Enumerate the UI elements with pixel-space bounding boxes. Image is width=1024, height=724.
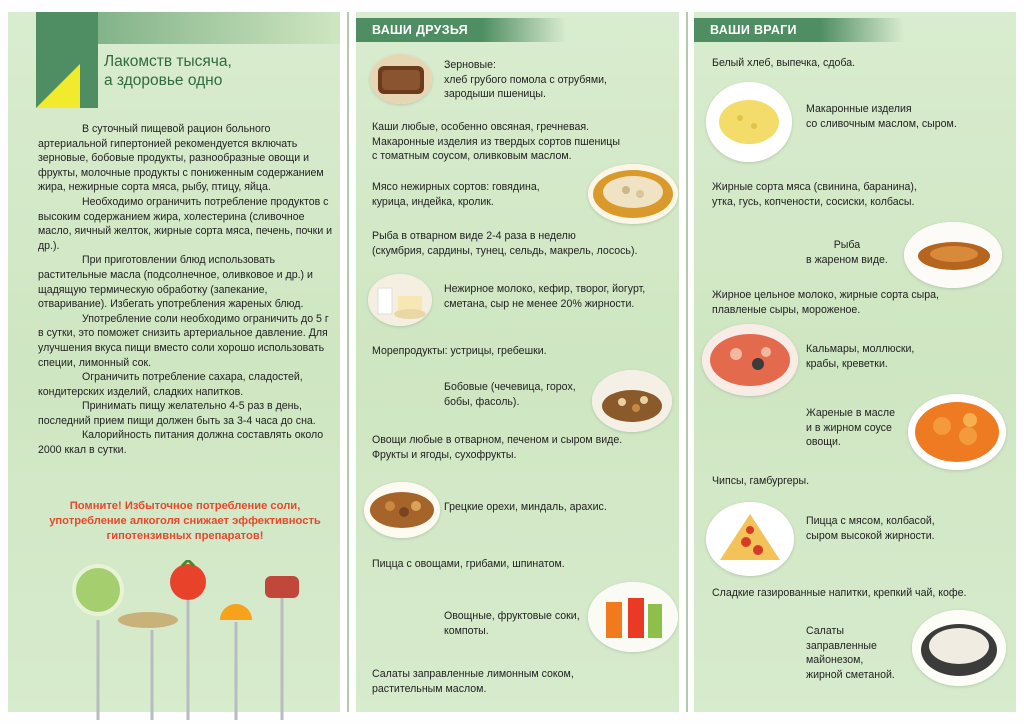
enemies-item-seafood: Кальмары, моллюски, крабы, креветки. — [806, 343, 915, 370]
juice-image — [588, 582, 678, 652]
pasta-image — [706, 82, 792, 162]
paragraph: При приготовлении блюд использовать растительные масла (подсолнечное, оливковое и др.) и щадящую термическую обработку (запекание, отваривание). Избегать употребления жареных блюд. — [38, 254, 313, 311]
paragraph: Употребление соли необходимо ограничить до 5 г в сутки, это поможет снизить артериальное давление. Для улучшения вкуса пищи вместо соли хорошо использовать специи, лимонный сок. — [38, 312, 329, 369]
paragraph: Калорийность питания должна составлять около 2000 ккал в сутки. — [38, 429, 324, 457]
enemies-item-pasta: Макаронные изделия со сливочным маслом, сыром. — [806, 103, 957, 130]
fried-fish-image — [904, 222, 1002, 288]
fried-vegetables-image — [908, 394, 1006, 470]
intro-panel — [8, 12, 340, 712]
enemies-panel — [694, 12, 1016, 712]
yellow-triangle-decoration — [36, 64, 80, 108]
friends-item-lean-meat: Мясо нежирных сортов: говядина, курица, индейка, кролик. — [372, 181, 540, 208]
enemies-item-fried-vegetables: Жареные в масле и в жирном соусе овощи. — [806, 407, 895, 449]
paragraph: В суточный пищевой рацион больного артериальной гипертонией рекомендуется включать зерновые, бобовые продукты, разнообразные овощи и фрукты, молочные продукты с пониженным содержанием жира, нежирные сорта мяса, рыбу, птицу, яйца. — [38, 123, 324, 194]
seafood-image — [702, 324, 798, 396]
friends-item-grains: Зерновые: хлеб грубого помола с отрубями, зародыши пшеницы. — [444, 59, 607, 101]
fold-line — [347, 12, 349, 712]
enemies-item-chips: Чипсы, гамбургеры. — [712, 475, 810, 487]
title-line-1: Лакомств тысяча, — [104, 53, 232, 70]
nuts-image — [364, 482, 440, 538]
friends-item-porridge: Каши любые, особенно овсяная, гречневая. Макаронные изделия из твердых сортов пшеницы с томатным соусом, оливковым маслом. — [372, 121, 620, 163]
friends-item-dairy: Нежирное молоко, кефир, творог, йогурт, сметана, сыр не менее 20% жирности. — [444, 283, 646, 310]
enemies-item-pizza: Пицца с мясом, колбасой, сыром высокой жирности. — [806, 515, 935, 542]
milk-image — [368, 274, 432, 326]
enemies-item-fried-fish: Рыба в жареном виде. — [806, 239, 888, 266]
friends-item-nuts: Грецкие орехи, миндаль, арахис. — [444, 501, 607, 513]
friends-item-fish: Рыба в отварном виде 2-4 раза в неделю (скумбрия, сардины, тунец, сельдь, макрель, лосось). — [372, 230, 638, 257]
intro-text — [38, 122, 334, 458]
pizza-image — [706, 502, 794, 576]
fold-line — [686, 12, 688, 712]
page-title — [104, 52, 314, 90]
friends-panel — [356, 12, 679, 712]
enemies-item-soda: Сладкие газированные напитки, крепкий чай, кофе. — [712, 587, 967, 599]
enemies-header: ВАШИ ВРАГИ — [694, 18, 904, 42]
friends-item-vegetables: Овощи любые в отварном, печеном и сыром виде. Фрукты и ягоды, сухофрукты. — [372, 434, 623, 461]
enemies-item-mayo-salads: Салаты заправленные майонезом, жирной сметаной. — [806, 625, 895, 681]
warning-note: Помните! Избыточное потребление соли, употребление алкоголя снижает эффективность гипотензивных препаратов! — [49, 500, 321, 542]
beans-image — [592, 370, 672, 432]
paragraph: Принимать пищу желательно 4-5 раз в день, последний прием пищи должен быть за 3-4 часа до сна. — [38, 400, 316, 427]
enemies-item-fatty-meat: Жирные сорта мяса (свинина, баранина), утка, гусь, копчености, сосиски, колбасы. — [712, 181, 917, 208]
friends-header: ВАШИ ДРУЗЬЯ — [356, 18, 566, 42]
paragraph: Ограничить потребление сахара, сладостей, кондитерских изделий, сладких напитков. — [38, 371, 303, 398]
paragraph: Необходимо ограничить потребление продуктов с высоким содержанием жира, холестерина (сливочное масло, яичный желток, жирные сорта мяса, печень, почки и др.). — [38, 195, 333, 252]
enemies-item-fatty-dairy: Жирное цельное молоко, жирные сорта сыра, плавленые сыры, мороженое. — [712, 289, 939, 316]
bread-image — [370, 54, 432, 104]
friends-item-seafood: Морепродукты: устрицы, гребешки. — [372, 345, 547, 357]
porridge-image — [588, 164, 678, 224]
mayo-salad-image — [912, 610, 1006, 686]
friends-item-pizza: Пицца с овощами, грибами, шпинатом. — [372, 558, 565, 570]
enemies-item-white-bread: Белый хлеб, выпечка, сдоба. — [712, 57, 856, 69]
friends-item-juices: Овощные, фруктовые соки, компоты. — [444, 610, 580, 637]
title-line-2: а здоровье одно — [104, 72, 223, 89]
friends-item-legumes: Бобовые (чечевица, горох, бобы, фасоль). — [444, 381, 576, 408]
forks-with-food-image — [60, 560, 320, 720]
friends-item-salads: Салаты заправленные лимонным соком, растительным маслом. — [372, 668, 574, 695]
